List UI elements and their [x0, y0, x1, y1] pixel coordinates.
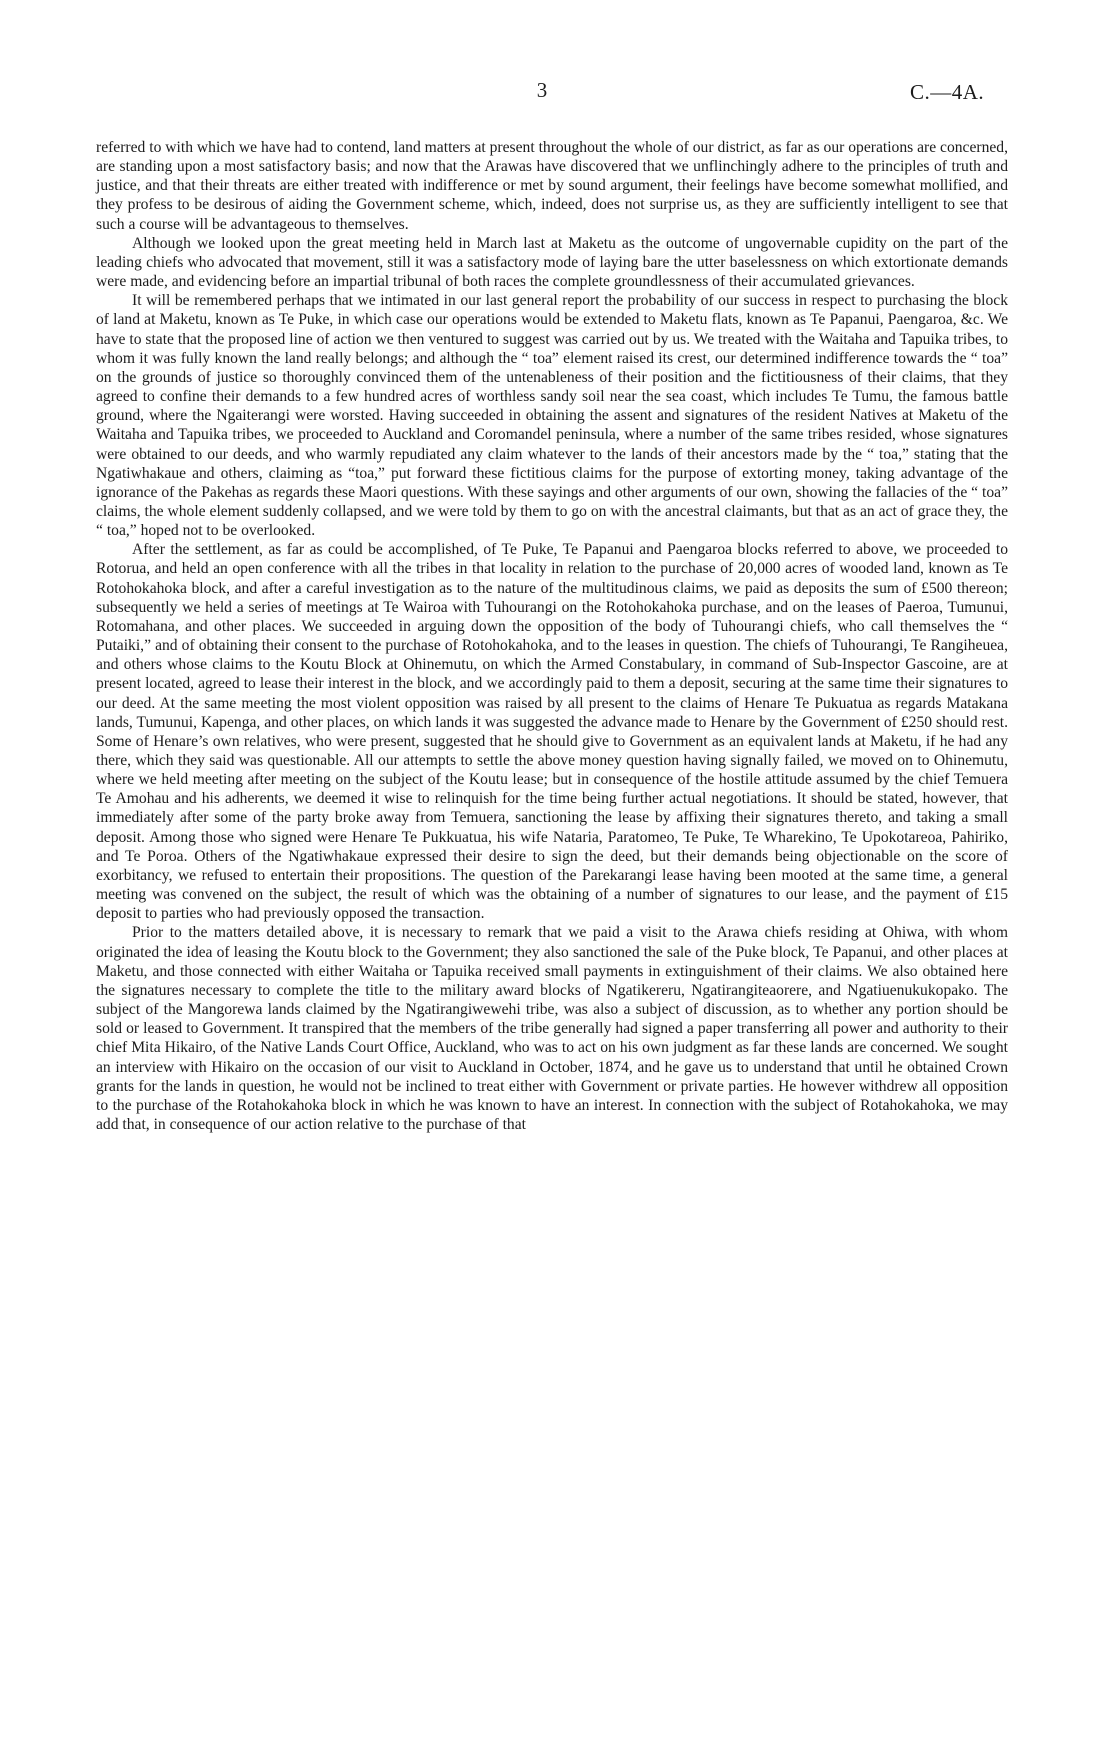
paragraph-2: Although we looked upon the great meeting held in March last at Maketu as the outcome of ungovernable cupidity on the part of the leading chiefs who advocated that movement, still it was a satisfactory mode of laying bare the utter baselessness on which extortionate demands were made, and evidencing before an impartial tribunal of both races the complete groundlessness of their accumulated grievances. — [96, 234, 1008, 291]
page-number: 3 — [536, 78, 548, 102]
document-reference: C.—4A. — [910, 80, 985, 104]
paragraph-1: referred to with which we have had to contend, land matters at present throughout the whole of our district, as far as our operations are concerned, are standing upon a most satisfactory basis; and now that the Arawas have discovered that we unflinchingly adhere to the principles of truth and justice, and that their threats are either treated with indifference or met by sound argument, their feelings have become somewhat mollified, and they profess to be desirous of aiding the Government scheme, which, indeed, does not surprise us, as they are sufficiently intelligent to see that such a course will be advantageous to themselves. — [96, 139, 1008, 233]
paragraph-3: It will be remembered perhaps that we intimated in our last general report the probability of our success in respect to purchasing the block of land at Maketu, known as Te Puke, in which case our operations would be extended to Maketu flats, known as Te Papanui, Paengaroa, &c. We have to state that the proposed line of action we then ventured to suggest was carried out by us. We treated with the Waitaha and Tapuika tribes, to whom it was fully known the land really belongs; and although the “ toa” element raised its crest, our determined indifference towards the “ toa” on the grounds of justice so thoroughly convinced them of the untenableness of their position and the fictitiousness of their claims, that they agreed to confine their demands to a few hundred acres of worthless sandy soil near the sea coast, which includes Te Tumu, the famous battle ground, where the Ngaiterangi were worsted. Having succeeded in obtaining the assent and signatures of the resident Natives at Maketu of the Waitaha and Tapuika tribes, we proceeded to Auckland and Coromandel peninsula, where a number of the same tribes resided, whose signatures were obtained to our deeds, and who warmly repudiated any claim whatever to the lands of their ancestors made by the “ toa,” stating that the Ngatiwhakaue and others, claiming as “toa,” put forward these fictitious claims for the purpose of extorting money, taking advantage of the ignorance of the Pakehas as regards these Maori questions. With these sayings and other arguments of our own, showing the fallacies of the “ toa” claims, the whole element suddenly collapsed, and we were told by them to go on with the ancestral claimants, but that as an act of grace they, the “ toa,” hoped not to be overlooked. — [96, 292, 1008, 540]
paragraph-5: Prior to the matters detailed above, it is necessary to remark that we paid a visit to the Arawa chiefs residing at Ohiwa, with whom originated the idea of leasing the Koutu block to the Government; they also sanctioned the sale of the Puke block, Te Papanui, and other places at Maketu, and those connected with either Waitaha or Tapuika received small payments in extinguishment of their claims. We also obtained here the signatures necessary to complete the title to the military award blocks of Ngatikereru, Ngatirangiteaorere, and Ngatiuenukukopako. The subject of the Mangorewa lands claimed by the Ngatirangiwewehi tribe, was also a subject of discussion, as to whether any portion should be sold or leased to Government. It transpired that the members of the tribe generally had signed a paper transferring all power and authority to their chief Mita Hikairo, of the Native Lands Court Office, Auckland, who was to act on his own judgment as far these lands are concerned. We sought an interview with Hikairo on the occasion of our visit to Auckland in October, 1874, and he gave us to understand that until he obtained Crown grants for the lands in question, he would not be inclined to treat either with Government or private parties. He however withdrew all opposition to the purchase of the Rotahokahoka block in which he was known to have an interest. In connection with the subject of Rotahokahoka, we may add that, in consequence of our action relative to the purchase of that — [96, 924, 1008, 1133]
body-text — [96, 138, 1008, 1134]
paragraph-4: After the settlement, as far as could be accomplished, of Te Puke, Te Papanui and Paengaroa blocks referred to above, we proceeded to Rotorua, and held an open conference with all the tribes in that locality in relation to the purchase of 20,000 acres of wooded land, known as Te Rotohokahoka block, and after a careful investigation as to the nature of the multitudinous claims, we paid as deposits the sum of £500 thereon; subsequently we held a series of meetings at Te Wairoa with Tuhourangi on the Rotohokahoka purchase, and on the leases of Paeroa, Tumunui, Rotomahana, and other places. We succeeded in arguing down the opposition of the body of Tuhourangi chiefs, who call themselves the “ Putaiki,” and of obtaining their consent to the purchase of Rotohokahoka, and to the leases in question. The chiefs of Tuhourangi, Te Rangiheuea, and others whose claims to the Koutu Block at Ohinemutu, on which the Armed Constabulary, in command of Sub-Inspector Gascoine, are at present located, agreed to lease their interest in the block, and we accordingly paid to them a deposit, securing at the same time their signatures to our deed. At the same meeting the most violent opposition was raised by all present to the claims of Henare Te Pukuatua as regards Matakana lands, Tumunui, Kapenga, and other places, on which lands it was suggested the advance made to Henare by the Government of £250 should rest. Some of Henare’s own relatives, who were present, suggested that he should give to Government as an equivalent lands at Maketu, if he had any there, which they said was questionable. All our attempts to settle the above money question having signally failed, we moved on to Ohinemutu, where we held meeting after meeting on the subject of the Koutu lease; but in consequence of the hostile attitude assumed by the chief Temuera Te Amohau and his adherents, we deemed it wise to relinquish for the time being further actual negotiations. It should be stated, however, that immediately after some of the party broke away from Temuera, sanctioning the lease by affixing their signatures thereto, and taking a small deposit. Among those who signed were Henare Te Pukkuatua, his wife Nataria, Paratomeo, Te Puke, Te Wharekino, Te Upokotareoa, Pahiriko, and Te Poroa. Others of the Ngatiwhakaue expressed their desire to sign the deed, but their demands being objectionable on the score of exorbitancy, we refused to entertain their propositions. The question of the Parekarangi lease having been mooted at the same time, a general meeting was convened on the subject, the result of which was the obtaining of a number of signatures to our lease, and the payment of £15 deposit to parties who had previously opposed the transaction. — [96, 541, 1008, 923]
